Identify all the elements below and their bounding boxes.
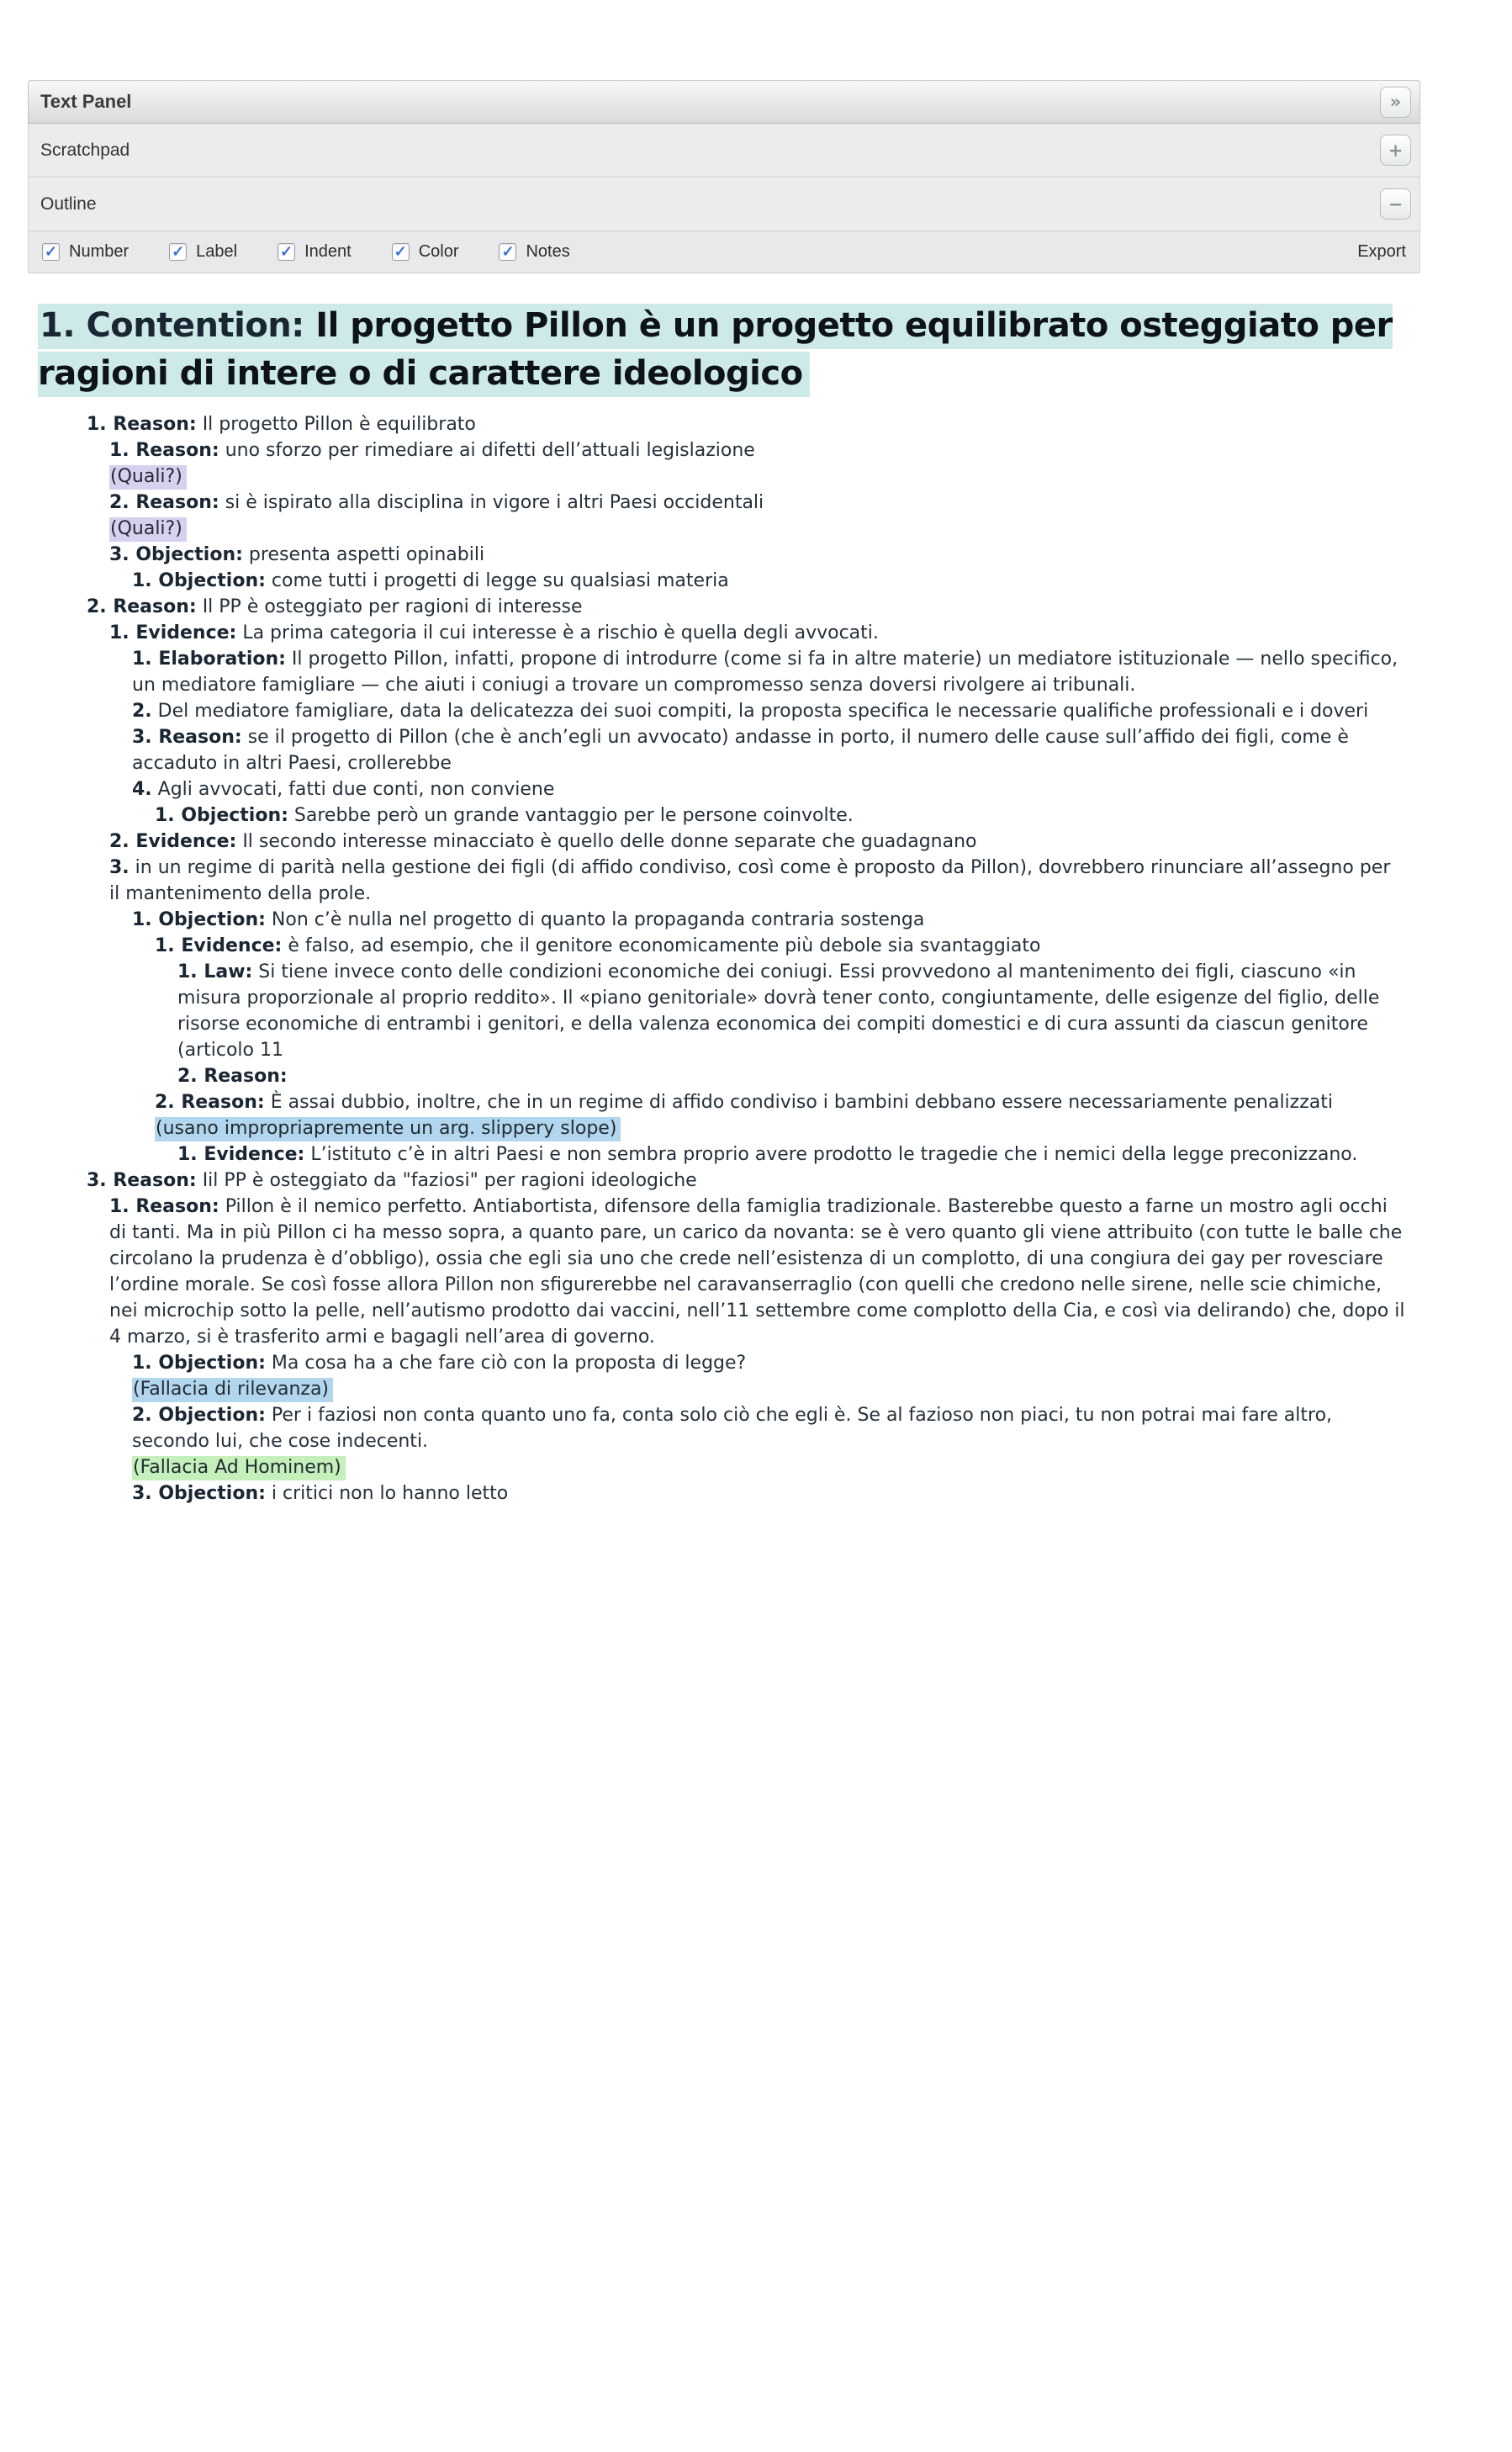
outline-item-label: 2. Objection: bbox=[132, 1405, 266, 1426]
outline-section-header bbox=[28, 177, 1420, 231]
outline-item[interactable] bbox=[132, 776, 1405, 802]
outline-item-label: 4. bbox=[132, 779, 152, 800]
checkbox-checked-icon[interactable]: ✓ bbox=[169, 243, 187, 261]
outline-item[interactable] bbox=[132, 646, 1405, 698]
outline-content bbox=[28, 273, 1420, 1557]
outline-item-text: presenta aspetti opinabili bbox=[242, 544, 485, 565]
outline-item-text: L’istituto c’è in altri Paesi e non sembra proprio avere prodotto le tragedie che i nemici della legge preconizzano. bbox=[304, 1144, 1358, 1165]
note-highlight: (Quali?) bbox=[109, 517, 187, 542]
minus-icon: − bbox=[1388, 193, 1404, 214]
outline-item[interactable] bbox=[132, 1350, 1405, 1376]
outline-item-text: è falso, ad esempio, che il genitore economicamente più debole sia svantaggiato bbox=[282, 935, 1041, 956]
outline-item-label: 1. Objection: bbox=[132, 909, 266, 930]
outline-item-label: 2. Evidence: bbox=[109, 831, 237, 852]
outline-item-label: 1. Reason: bbox=[87, 414, 197, 435]
outline-item-label: 1. Objection: bbox=[155, 805, 288, 826]
outline-item-note bbox=[109, 463, 1405, 490]
contention-title-label: 1. Contention: bbox=[40, 306, 304, 345]
outline-item[interactable] bbox=[109, 542, 1405, 568]
checkbox-checked-icon[interactable]: ✓ bbox=[42, 243, 60, 261]
outline-item-label: 1. Reason: bbox=[109, 440, 219, 461]
outline-item-text: È assai dubbio, inoltre, che in un regime di affido condiviso i bambini debbano essere necessariamente penalizzati bbox=[264, 1092, 1333, 1113]
outline-item-text: Il progetto Pillon, infatti, propone di introdurre (come si fa in altre materie) un mediatore istituzionale — nello specifico, un mediatore famigliare — che aiuti i coniugi a trovare un compromesso senza doversi rivolgere ai tribunali. bbox=[132, 649, 1398, 696]
outline-item[interactable] bbox=[132, 1480, 1405, 1507]
outline-item-label: 1. Evidence: bbox=[155, 935, 283, 956]
outline-item-text: Agli avvocati, fatti due conti, non conviene bbox=[151, 779, 555, 800]
outline-item-text: La prima categoria il cui interesse è a rischio è quella degli avvocati. bbox=[236, 622, 879, 643]
outline-item-text: Si tiene invece conto delle condizioni economiche dei coniugi. Essi provvedono al mantenimento dei figli, ciascuno «in misura proporzionale al proprio reddito». Il «piano genitoriale» dovrà tener conto, congiuntamente, delle esigenze del figlio, delle risorse economiche di entrambi i genitori, e della valenza economica dei compiti domestici e di cura assunti da ciascun genitore (articolo 11 bbox=[177, 961, 1380, 1061]
plus-icon: + bbox=[1388, 140, 1404, 161]
outline-item[interactable] bbox=[155, 802, 1405, 829]
outline-item[interactable] bbox=[132, 568, 1405, 594]
outline-item-label: 1. Evidence: bbox=[177, 1144, 305, 1165]
outline-item-note bbox=[155, 1115, 1405, 1141]
outline-item-label: 2. Reason: bbox=[155, 1092, 265, 1113]
panel-title: Text Panel bbox=[40, 91, 132, 112]
option-label[interactable]: ✓ Label bbox=[169, 242, 237, 262]
outline-item[interactable] bbox=[177, 1141, 1405, 1168]
outline-item-text: Non c’è nulla nel progetto di quanto la propaganda contraria sostenga bbox=[265, 909, 925, 930]
double-chevron-right-icon: » bbox=[1389, 92, 1402, 112]
outline-item-label: 3. Objection: bbox=[109, 544, 243, 565]
outline-item-label: 1. Elaboration: bbox=[132, 649, 286, 670]
outline-item-text: Ma cosa ha a che fare ciò con la proposta di legge? bbox=[265, 1353, 747, 1374]
export-button[interactable]: Export bbox=[1357, 242, 1406, 261]
outline-item-text: si è ispirato alla disciplina in vigore i altri Paesi occidentali bbox=[219, 492, 764, 513]
outline-item-text: Per i faziosi non conta quanto uno fa, conta solo ciò che egli è. Se al fazioso non piaci, tu non potrai mai fare altro, secondo lui, che cose indecenti. bbox=[132, 1405, 1333, 1452]
outline-item-text: Del mediatore famigliare, data la delicatezza dei suoi compiti, la proposta specifica le necessarie qualifiche professionali e i doveri bbox=[151, 701, 1369, 722]
outline-item-label: 3. Reason: bbox=[132, 727, 242, 748]
option-color[interactable]: ✓ Color bbox=[392, 242, 459, 262]
outline-item-text: Iil PP è osteggiato da "faziosi" per ragioni ideologiche bbox=[196, 1170, 697, 1191]
outline-item[interactable] bbox=[109, 855, 1405, 907]
contention-title bbox=[38, 302, 1405, 398]
scratchpad-label: Scratchpad bbox=[40, 140, 130, 160]
outline-item-text: se il progetto di Pillon (che è anch’egli un avvocato) andasse in porto, il numero delle cause sull’affido dei figli, come è accaduto in altri Paesi, crollerebbe bbox=[132, 727, 1349, 774]
outline-item-label: 2. bbox=[132, 701, 152, 722]
outline-item[interactable] bbox=[87, 594, 1405, 620]
outline-item[interactable] bbox=[132, 698, 1405, 724]
note-highlight: (Fallacia di rilevanza) bbox=[132, 1378, 333, 1402]
outline-item-label: 3. Objection: bbox=[132, 1483, 266, 1504]
outline-item-note bbox=[132, 1454, 1405, 1480]
outline-item[interactable] bbox=[109, 620, 1405, 646]
outline-item-label: 3. Reason: bbox=[87, 1170, 197, 1191]
outline-item-text: come tutti i progetti di legge su qualsiasi materia bbox=[265, 570, 729, 591]
collapse-outline-button[interactable] bbox=[1380, 188, 1411, 220]
text-panel bbox=[28, 80, 1420, 1557]
note-highlight: (Fallacia Ad Hominem) bbox=[132, 1456, 346, 1480]
expand-scratchpad-button[interactable] bbox=[1380, 135, 1411, 166]
outline-item-label: 1. Objection: bbox=[132, 1353, 266, 1374]
outline-label: Outline bbox=[40, 193, 97, 214]
outline-item[interactable] bbox=[177, 959, 1405, 1063]
outline-item[interactable] bbox=[87, 411, 1405, 437]
note-highlight: (usano impropriapremente un arg. slippery slope) bbox=[155, 1117, 621, 1141]
outline-options-bar bbox=[28, 231, 1420, 273]
checkbox-checked-icon[interactable]: ✓ bbox=[278, 243, 295, 261]
outline-item-text: Sarebbe però un grande vantaggio per le persone coinvolte. bbox=[288, 805, 854, 826]
outline-item-label: 2. Reason: bbox=[177, 1066, 288, 1087]
outline-item[interactable] bbox=[177, 1063, 1405, 1089]
outline-item[interactable] bbox=[132, 724, 1405, 776]
outline-item-text: i critici non lo hanno letto bbox=[265, 1483, 509, 1504]
outline-item-label: 1. Law: bbox=[177, 961, 253, 982]
outline-item-note bbox=[132, 1376, 1405, 1402]
outline-item[interactable] bbox=[155, 1089, 1405, 1115]
outline-item[interactable] bbox=[87, 1168, 1405, 1194]
text-panel-header bbox=[28, 80, 1420, 124]
contention-title-text: Il progetto Pillon è un progetto equilibrato osteggiato per ragioni di intere o di carattere ideologico bbox=[38, 306, 1393, 393]
outline-item[interactable] bbox=[132, 907, 1405, 933]
outline-item[interactable] bbox=[109, 829, 1405, 855]
outline-item-text: in un regime di parità nella gestione dei figli (di affido condiviso, così come è proposto da Pillon), dovrebbero rinunciare all’assegno per il mantenimento della prole. bbox=[109, 857, 1391, 904]
outline-item-label: 1. Evidence: bbox=[109, 622, 237, 643]
outline-item-text: uno sforzo per rimediare ai difetti dell’attuali legislazione bbox=[219, 440, 755, 461]
outline-item-label: 1. Reason: bbox=[109, 1196, 219, 1217]
checkbox-checked-icon[interactable]: ✓ bbox=[392, 243, 410, 261]
outline-item-text: Il PP è osteggiato per ragioni di interesse bbox=[196, 596, 583, 617]
outline-item[interactable] bbox=[132, 1402, 1405, 1454]
outline-item-label: 2. Reason: bbox=[87, 596, 197, 617]
outline-items bbox=[28, 411, 1405, 1507]
outline-item[interactable] bbox=[109, 1194, 1405, 1350]
outline-item-label: 2. Reason: bbox=[109, 492, 219, 513]
outline-item-text: Il progetto Pillon è equilibrato bbox=[196, 414, 476, 435]
outline-item-label: 1. Objection: bbox=[132, 570, 266, 591]
outline-item[interactable] bbox=[155, 933, 1405, 959]
note-highlight: (Quali?) bbox=[109, 465, 187, 490]
outline-item-label: 3. bbox=[109, 857, 130, 878]
option-number[interactable]: ✓ Number bbox=[42, 242, 129, 262]
option-indent[interactable]: ✓ Indent bbox=[278, 242, 352, 262]
option-notes[interactable]: ✓ Notes bbox=[499, 242, 569, 262]
collapse-panel-button[interactable] bbox=[1380, 87, 1411, 118]
outline-item-text: Pillon è il nemico perfetto. Antiabortista, difensore della famiglia tradizionale. Basterebbe questo a farne un mostro agli occhi di tanti. Ma in più Pillon ci ha messo sopra, a quanto pare, un carico da novanta: se è vero quanto gli viene attribuito (con tutte le balle che circolano la prudenza è d’obbligo), ossia che egli sia uno che crede nell’esistenza di un complotto, di una congiura dei gay per rovesciare l’ordine morale. Se così fosse allora Pillon non sfigurerebbe nel caravanserraglio (con quelli che credono nelle sirene, nelle scie chimiche, nei microchip sotto la pelle, nell’autismo prodotto dai vaccini, nell’11 settembre come complotto della Cia, e così via delirando) che, dopo il 4 marzo, si è trasferito armi e bagagli nell’area di governo. bbox=[109, 1196, 1405, 1348]
checkbox-checked-icon[interactable]: ✓ bbox=[499, 243, 516, 261]
scratchpad-section-header bbox=[28, 124, 1420, 177]
outline-item[interactable] bbox=[109, 490, 1405, 516]
outline-item-text: Il secondo interesse minacciato è quello delle donne separate che guadagnano bbox=[236, 831, 977, 852]
outline-item[interactable] bbox=[109, 437, 1405, 463]
outline-item-note bbox=[109, 516, 1405, 542]
